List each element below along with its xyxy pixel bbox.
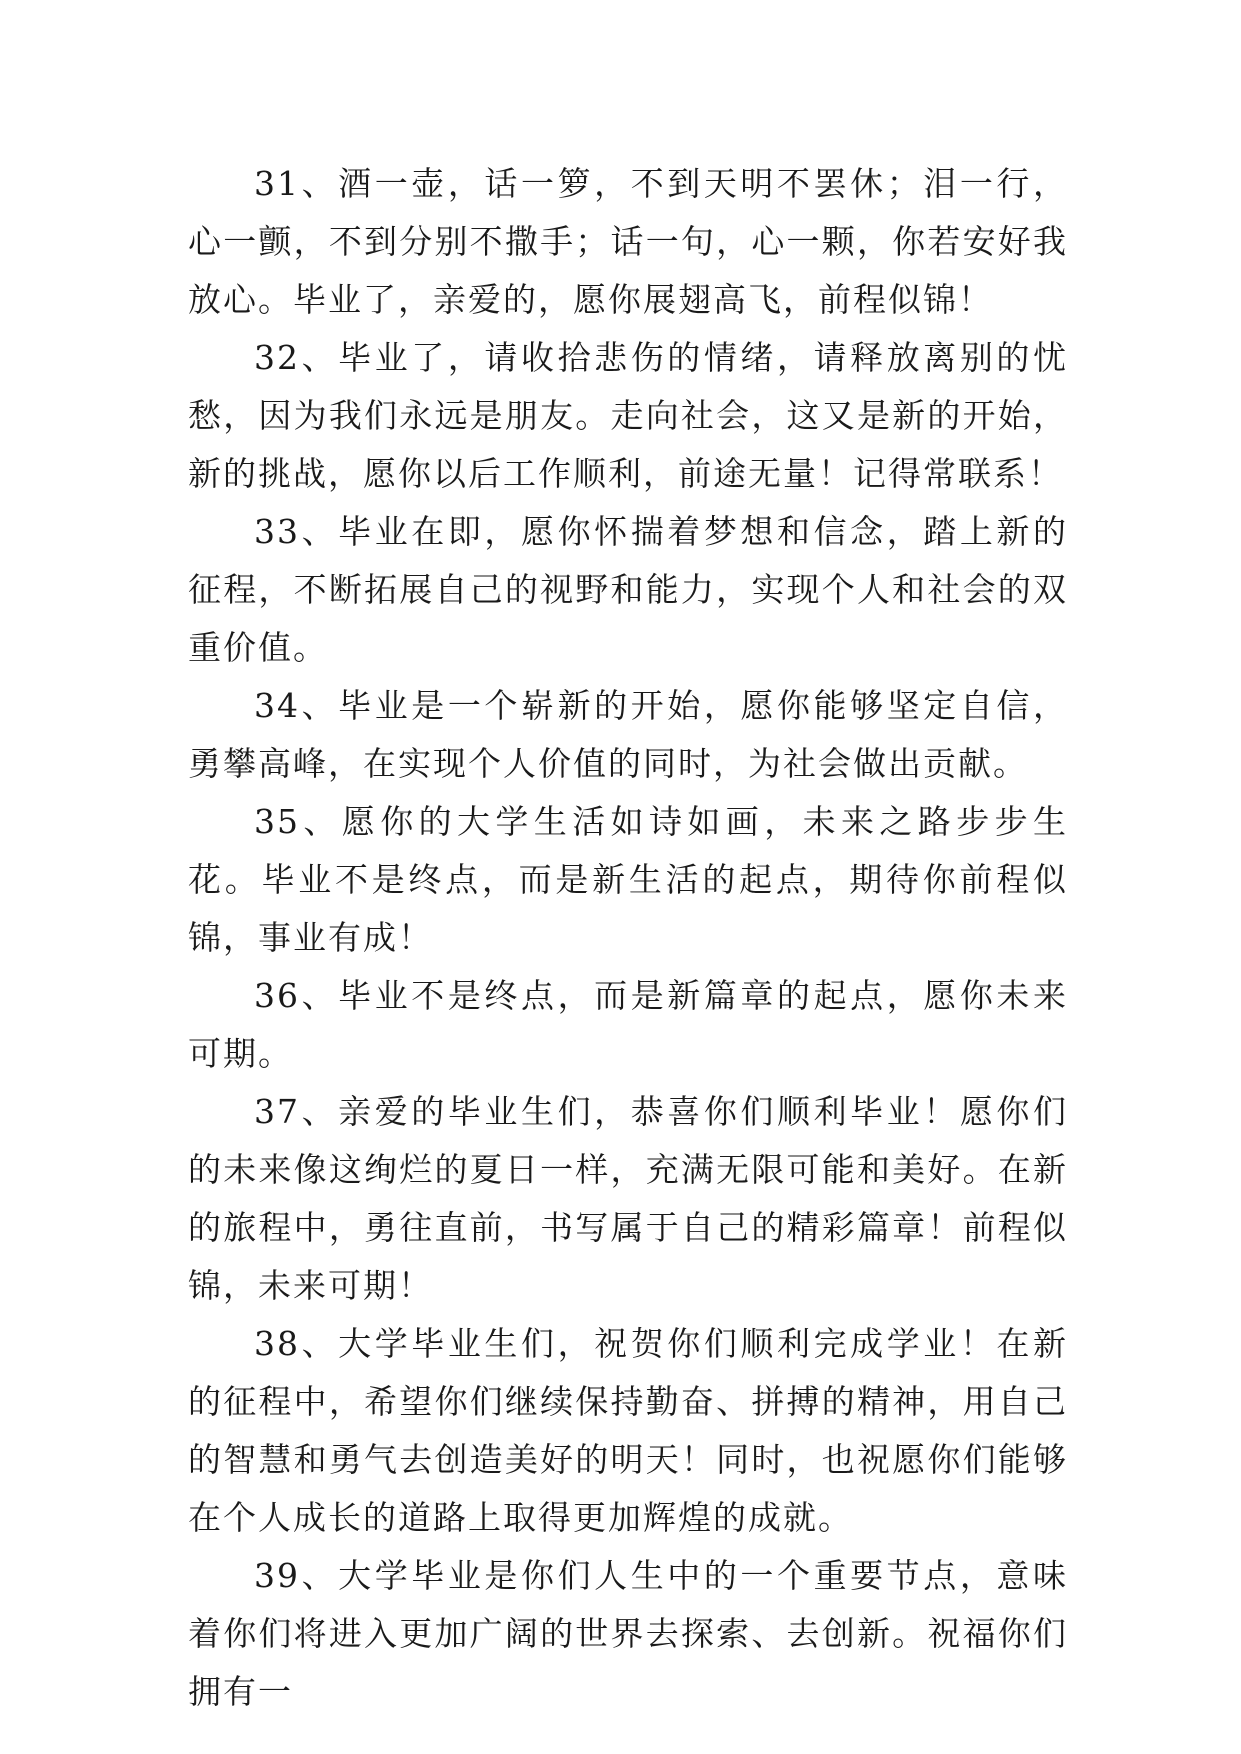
paragraph-32: 32、毕业了，请收拾悲伤的情绪，请释放离别的忧愁，因为我们永远是朋友。走向社会，这又是新的开始，新的挑战，愿你以后工作顺利，前途无量！记得常联系！	[188, 338, 1068, 493]
paragraph-36: 36、毕业不是终点，而是新篇章的起点，愿你未来可期。	[188, 976, 1068, 1073]
paragraph-38: 38、大学毕业生们，祝贺你们顺利完成学业！在新的征程中，希望你们继续保持勤奋、拼搏的精神，用自己的智慧和勇气去创造美好的明天！同时，也祝愿你们能够在个人成长的道路上取得更加辉煌的成就。	[188, 1324, 1068, 1537]
document-body	[188, 155, 1068, 1721]
paragraph-35: 35、愿你的大学生活如诗如画，未来之路步步生花。毕业不是终点，而是新生活的起点，期待你前程似锦，事业有成！	[188, 802, 1068, 957]
paragraph-33: 33、毕业在即，愿你怀揣着梦想和信念，踏上新的征程，不断拓展自己的视野和能力，实现个人和社会的双重价值。	[188, 512, 1068, 667]
paragraph-37: 37、亲爱的毕业生们，恭喜你们顺利毕业！愿你们的未来像这绚烂的夏日一样，充满无限可能和美好。在新的旅程中，勇往直前，书写属于自己的精彩篇章！前程似锦，未来可期！	[188, 1092, 1068, 1305]
paragraph-34: 34、毕业是一个崭新的开始，愿你能够坚定自信，勇攀高峰，在实现个人价值的同时，为社会做出贡献。	[188, 686, 1068, 783]
paragraph-39: 39、大学毕业是你们人生中的一个重要节点，意味着你们将进入更加广阔的世界去探索、去创新。祝福你们拥有一	[188, 1556, 1068, 1711]
paragraph-31: 31、酒一壶，话一箩，不到天明不罢休；泪一行，心一颤，不到分别不撒手；话一句，心一颗，你若安好我放心。毕业了，亲爱的，愿你展翅高飞，前程似锦！	[188, 164, 1068, 319]
